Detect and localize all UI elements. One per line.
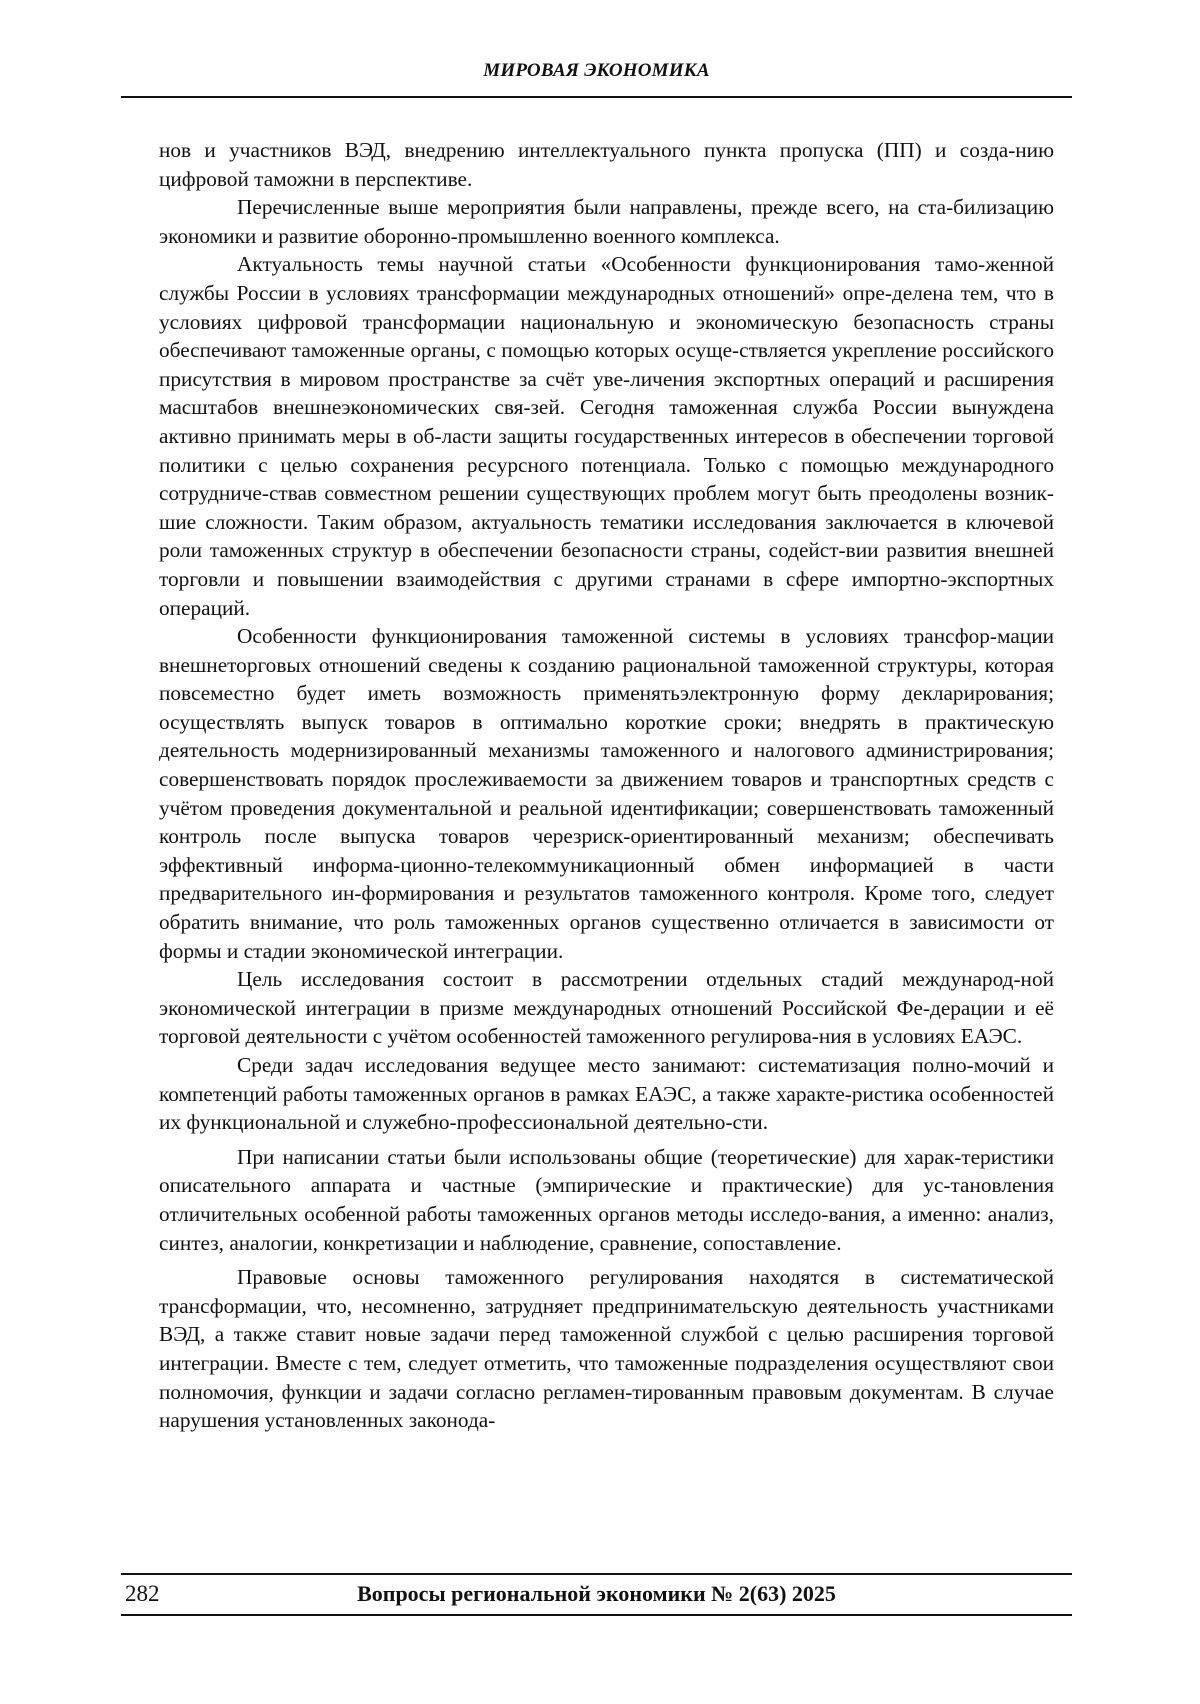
journal-title: Вопросы региональной экономики № 2(63) 2025: [357, 1581, 836, 1606]
paragraph: Особенности функционирования таможенной системы в условиях трансфор-мации внешнеторговых отношений сведены к созданию рациональной таможенной структуры, которая повсеместно будет иметь возможность применятьэлектронную форму декларирования; осуществлять выпуск товаров в оптимально короткие сроки; внедрять в практическую деятельность модернизированный механизмы таможенного и налогового администрирования; совершенствовать порядок прослеживаемости за движением товаров и транспортных средств с учётом проведения документальной и реальной идентификации; совершенствовать таможенный контроль после выпуска товаров черезриск-ориентированный механизм; обеспечивать эффективный информа-ционно-телекоммуникационный обмен информацией в части предварительного ин-формирования и результатов таможенного контроля. Кроме того, следует обратить внимание, что роль таможенных органов существенно отличается в зависимости от формы и стадии экономической интеграции.: [159, 624, 1054, 963]
paragraph: При написании статьи были использованы общие (теоретические) для харак-теристики описательного аппарата и частные (эмпирические и практические) для ус-тановления отличительных особенной работы таможенных органов методы исследо-вания, а именно: анализ, синтез, аналогии, конкретизации и наблюдение, сравнение, сопоставление.: [159, 1144, 1054, 1255]
paragraph: Правовые основы таможенного регулирования находятся в систематической трансформации, что, несомненно, затрудняет предпринимательскую деятельность участниками ВЭД, а также ставит новые задачи перед таможенной службой с целью расширения торговой интеграции. Вместе с тем, следует отметить, что таможенные подразделения осуществляют свои полномочия, функции и задачи согласно регламен-тированным правовым документам. В случае нарушения установленных законода-: [159, 1265, 1054, 1433]
footer-rule-top: [121, 1573, 1072, 1575]
page-number: 282: [125, 1581, 160, 1606]
paragraph: Среди задач исследования ведущее место занимают: систематизация полно-мочий и компетенций работы таможенных органов в рамках ЕАЭС, а также характе-ристика особенностей их функциональной и служебно-профессиональной деятельно-сти.: [159, 1053, 1054, 1135]
paragraph: Перечисленные выше мероприятия были направлены, прежде всего, на ста-билизацию экономики и развитие оборонно-промышленно военного комплекса.: [159, 195, 1054, 248]
paragraph: Цель исследования состоит в рассмотрении отдельных стадий международ-ной экономической интеграции в призме международных отношений Российской Фе-дерации и её торговой деятельности с учётом особенностей таможенного регулирова-ния в условиях ЕАЭС.: [159, 967, 1054, 1049]
header-rule: [121, 96, 1072, 98]
footer-rule-bottom: [121, 1614, 1072, 1616]
article-body: [159, 136, 1054, 1435]
paragraph: Актуальность темы научной статьи «Особенности функционирования тамо-женной службы России в условиях трансформации международных отношений» опре-делена тем, что в условиях цифровой трансформации национальную и экономическую безопасность страны обеспечивают таможенные органы, с помощью которых осуще-ствляется укрепление российского присутствия в мировом пространстве за счёт уве-личения экспортных операций и расширения масштабов внешнеэкономических свя-зей. Сегодня таможенная служба России вынуждена активно принимать меры в об-ласти защиты государственных интересов в обеспечении торговой политики с целью сохранения ресурсного потенциала. Только с помощью международного сотрудниче-ствав совместном решении существующих проблем могут быть преодолены возник-шие сложности. Таким образом, актуальность тематики исследования заключается в ключевой роли таможенных структур в обеспечении безопасности страны, содейст-вии развития внешней торговли и повышении взаимодействия с другими странами в сфере импортно-экспортных операций.: [159, 252, 1054, 620]
running-header: МИРОВАЯ ЭКОНОМИКА: [483, 60, 710, 81]
paragraph-continued: нов и участников ВЭД, внедрению интеллектуального пункта пропуска (ПП) и созда-нию цифровой таможни в перспективе.: [159, 138, 1054, 191]
